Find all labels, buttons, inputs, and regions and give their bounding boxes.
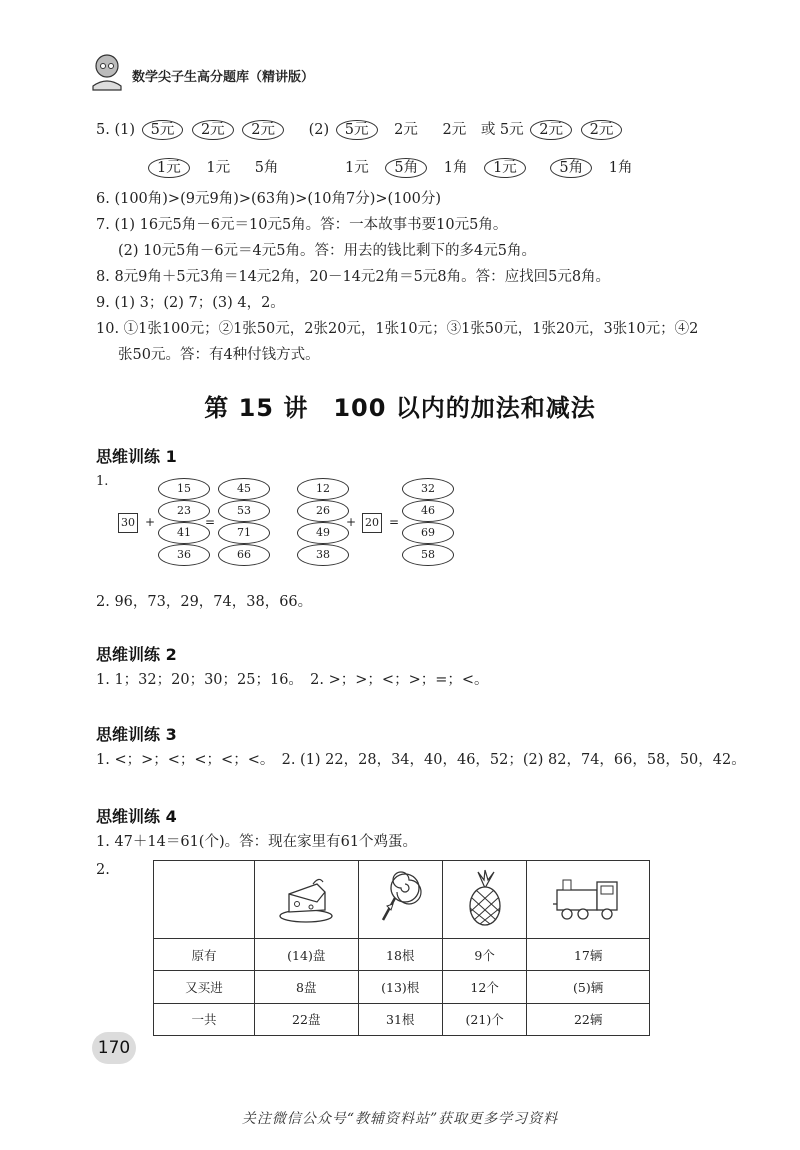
- table-cell: 12个: [442, 971, 526, 1003]
- or-label: 或 5元: [480, 122, 524, 138]
- number-oval: 53: [218, 500, 270, 522]
- money-oval: 2元: [192, 120, 234, 140]
- money-plain: 1角: [608, 160, 633, 176]
- money-plain: 1元: [206, 160, 231, 176]
- money-plain: 1角: [443, 160, 468, 176]
- number-box: 30: [118, 513, 138, 533]
- table-corner-cell: [154, 861, 255, 939]
- number-oval: 38: [297, 544, 349, 566]
- money-oval: 2元: [242, 120, 284, 140]
- number-oval: 12: [297, 478, 349, 500]
- section-heading: 思维训练 2: [96, 645, 177, 664]
- money-oval: 5元: [142, 120, 184, 140]
- equals-sign: =: [205, 515, 216, 529]
- row-label: 原有: [154, 939, 255, 971]
- money-plain: 2元: [442, 122, 467, 138]
- number-oval: 36: [158, 544, 210, 566]
- row-label: 一共: [154, 1003, 255, 1035]
- number-oval: 32: [402, 478, 454, 500]
- train-column-header: [527, 861, 650, 939]
- q5-part2-label: (2): [308, 122, 330, 138]
- section-heading: 思维训练 4: [96, 807, 177, 826]
- money-plain: 2元: [394, 122, 418, 138]
- money-oval: 5角: [385, 158, 427, 178]
- plus-sign: +: [145, 515, 156, 529]
- number-oval: 58: [402, 544, 454, 566]
- number-oval: 45: [218, 478, 270, 500]
- table-header-row: [154, 861, 650, 939]
- number-oval: 41: [158, 522, 210, 544]
- answer-q10-2: 张50元。答：有4种付钱方式。: [118, 347, 320, 363]
- number-oval: 49: [297, 522, 349, 544]
- money-oval: 2元: [530, 120, 572, 140]
- number-oval: 46: [402, 500, 454, 522]
- lollipop-icon: [375, 870, 425, 926]
- table-cell: 31根: [358, 1003, 442, 1035]
- table-cell: 22辆: [527, 1003, 650, 1035]
- money-oval: 2元: [581, 120, 623, 140]
- table-cell: (13)根: [358, 971, 442, 1003]
- equals-sign: =: [389, 515, 400, 529]
- header-title: 数学尖子生高分题库（精讲版）: [132, 70, 315, 85]
- cake-column-header: [255, 861, 359, 939]
- number-box: 20: [362, 513, 382, 533]
- table-cell: 8盘: [255, 971, 359, 1003]
- inventory-table: [153, 860, 650, 1036]
- pineapple-icon: [460, 868, 510, 928]
- answer-q7-2: (2) 10元5角－6元＝4元5角。答：用去的钱比剩下的多4元5角。: [118, 243, 536, 259]
- table-row: [154, 971, 650, 1003]
- page-number: 170: [92, 1032, 136, 1064]
- table-cell: (14)盘: [255, 939, 359, 971]
- answer-q9: 9. (1) 3；(2) 7；(3) 4，2。: [96, 295, 285, 311]
- answer-q10-1: 10. ①1张100元；②1张50元，2张20元，1张10元；③1张50元，1张20元，3张10元；④2: [96, 321, 699, 337]
- section-heading: 思维训练 3: [96, 725, 177, 744]
- chapter-title: 第 15 讲 100 以内的加法和减法: [204, 394, 596, 422]
- answer-q8: 8. 8元9角＋5元3角＝14元2角，20－14元2角＝5元8角。答：应找回5元8角。: [96, 269, 611, 285]
- table-cell: 17辆: [527, 939, 650, 971]
- pineapple-column-header: [442, 861, 526, 939]
- money-plain: 1元: [345, 160, 369, 176]
- number-oval: 69: [402, 522, 454, 544]
- answer-q7-1: 7. (1) 16元5角－6元＝10元5角。答：一本故事书要10元5角。: [96, 217, 508, 233]
- number-oval: 15: [158, 478, 210, 500]
- money-oval: 5角: [550, 158, 592, 178]
- table-row: [154, 1003, 650, 1035]
- answer-q6: 6. (100角)>(9元9角)>(63角)>(10角7分)>(100分): [96, 191, 442, 207]
- footer-note: 关注微信公众号“教辅资料站”获取更多学习资料: [241, 1111, 559, 1127]
- plus-sign: +: [346, 515, 357, 529]
- lollipop-column-header: [358, 861, 442, 939]
- section-heading: 思维训练 1: [96, 447, 177, 466]
- row-label: 又买进: [154, 971, 255, 1003]
- training4-q2-label: 2.: [96, 862, 110, 878]
- money-oval: 1元: [484, 158, 526, 178]
- money-oval: 1元: [148, 158, 190, 178]
- q1-label: 1.: [96, 474, 109, 489]
- table-cell: (21)个: [442, 1003, 526, 1035]
- table-cell: 18根: [358, 939, 442, 971]
- number-oval: 66: [218, 544, 270, 566]
- table-row: [154, 939, 650, 971]
- train-icon: [551, 874, 625, 922]
- training2-answers: 1. 1；32；20；30；25；16。 2. >；>；<；>；=；<。: [96, 672, 489, 688]
- table-cell: 9个: [442, 939, 526, 971]
- q5-label: 5. (1): [96, 122, 135, 138]
- money-plain: 5角: [254, 160, 279, 176]
- number-oval: 26: [297, 500, 349, 522]
- table-cell: (5)辆: [527, 971, 650, 1003]
- training4-q1: 1. 47＋14＝61(个)。答：现在家里有61个鸡蛋。: [96, 834, 418, 850]
- money-oval: 5元: [336, 120, 378, 140]
- cake-icon: [275, 872, 337, 924]
- training1-q2: 2. 96，73，29，74，38，66。: [96, 594, 313, 610]
- training3-answers: 1. <；>；<；<；<；<。 2. (1) 22，28，34，40，46，52；(2) 82，74，66，58，50，42。: [96, 752, 746, 768]
- number-oval: 23: [158, 500, 210, 522]
- number-oval: 71: [218, 522, 270, 544]
- table-cell: 22盘: [255, 1003, 359, 1035]
